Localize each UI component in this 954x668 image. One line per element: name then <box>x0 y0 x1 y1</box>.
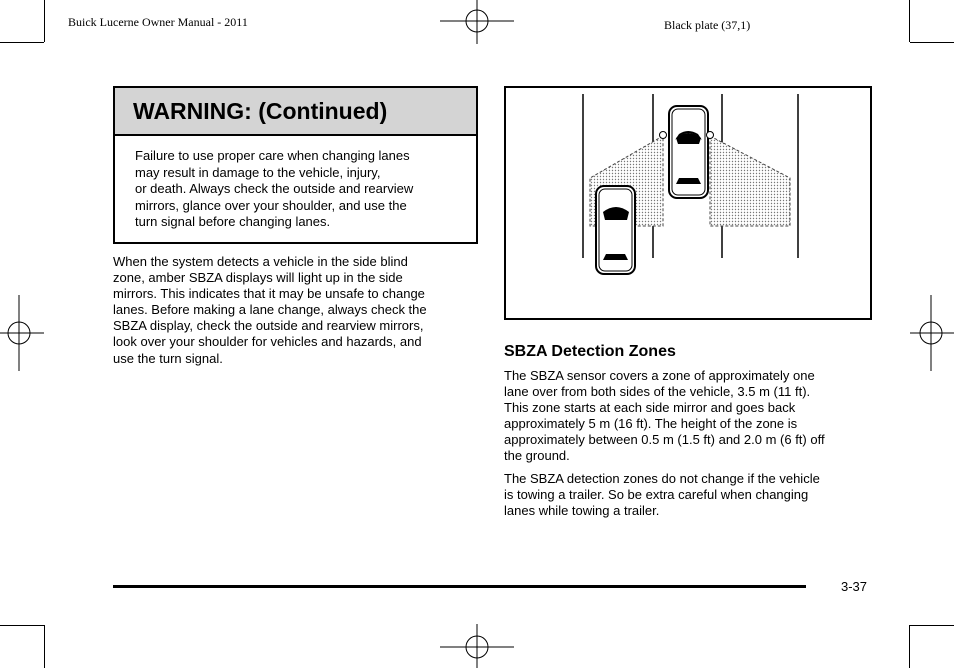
paragraph-line: zone, amber SBZA displays will light up in the side <box>113 270 403 286</box>
paragraph-line: approximately 5 m (16 ft). The height of the zone is <box>504 416 798 432</box>
right-mirror-sensor <box>707 132 714 139</box>
warning-line: Failure to use proper care when changing lanes <box>135 148 410 163</box>
warning-line: turn signal before changing lanes. <box>135 214 331 230</box>
paragraph-line: mirrors. This indicates that it may be unsafe to change <box>113 286 425 302</box>
paragraph-line: lane over from both sides of the vehicle, 3.5 m (11 ft). <box>504 384 811 400</box>
paragraph-line: SBZA display, check the outside and rearview mirrors, <box>113 318 424 334</box>
section-title: SBZA Detection Zones <box>504 343 676 360</box>
paragraph-line: is towing a trailer. So be extra careful when changing <box>504 487 809 503</box>
header-manual-title: Buick Lucerne Owner Manual - 2011 <box>68 15 248 29</box>
paragraph-line: This zone starts at each side mirror and goes back <box>504 400 796 416</box>
header-plate-info: Black plate (37,1) <box>664 18 751 32</box>
sbza-display-paragraph <box>113 254 427 367</box>
crop-mark <box>0 625 44 626</box>
crop-mark <box>909 0 910 42</box>
warning-title: WARNING: (Continued) <box>115 88 476 136</box>
paragraph-line: When the system detects a vehicle in the side blind <box>113 254 408 269</box>
crop-mark <box>909 625 910 668</box>
towing-paragraph <box>504 471 820 519</box>
left-mirror-sensor <box>660 132 667 139</box>
host-vehicle <box>660 106 714 198</box>
crop-mark <box>910 42 954 43</box>
paragraph-line: lanes while towing a trailer. <box>504 503 660 519</box>
crop-mark <box>44 0 45 42</box>
crop-mark <box>0 42 44 43</box>
warning-line: or death. Always check the outside and rearview <box>135 181 414 197</box>
paragraph-line: use the turn signal. <box>113 350 223 366</box>
page-number: 3-37 <box>841 579 868 594</box>
registration-mark-right <box>910 295 954 371</box>
warning-line: may result in damage to the vehicle, injury, <box>135 164 381 180</box>
registration-mark-top <box>440 0 514 44</box>
footer-rule <box>113 585 806 588</box>
right-detection-zone <box>710 136 790 226</box>
warning-body <box>115 136 476 231</box>
crop-mark <box>44 625 45 668</box>
paragraph-line: look over your shoulder for vehicles and hazards, and <box>113 334 422 350</box>
detection-zone-diagram <box>506 88 870 318</box>
crop-mark <box>910 625 954 626</box>
detection-zone-paragraph <box>504 368 825 465</box>
paragraph-line: approximately between 0.5 m (1.5 ft) and 2.0 m (6 ft) off <box>504 432 825 448</box>
registration-mark-left <box>0 295 44 371</box>
paragraph-line: The SBZA sensor covers a zone of approximately one <box>504 368 815 383</box>
paragraph-line: The SBZA detection zones do not change if the vehicle <box>504 471 820 486</box>
warning-box <box>113 86 478 244</box>
paragraph-line: the ground. <box>504 448 570 464</box>
registration-mark-bottom <box>440 624 514 668</box>
blind-zone-vehicle <box>596 186 635 274</box>
warning-line: mirrors, glance over your shoulder, and use the <box>135 197 407 213</box>
detection-zone-illustration <box>504 86 872 320</box>
paragraph-line: lanes. Before making a lane change, always check the <box>113 302 427 318</box>
